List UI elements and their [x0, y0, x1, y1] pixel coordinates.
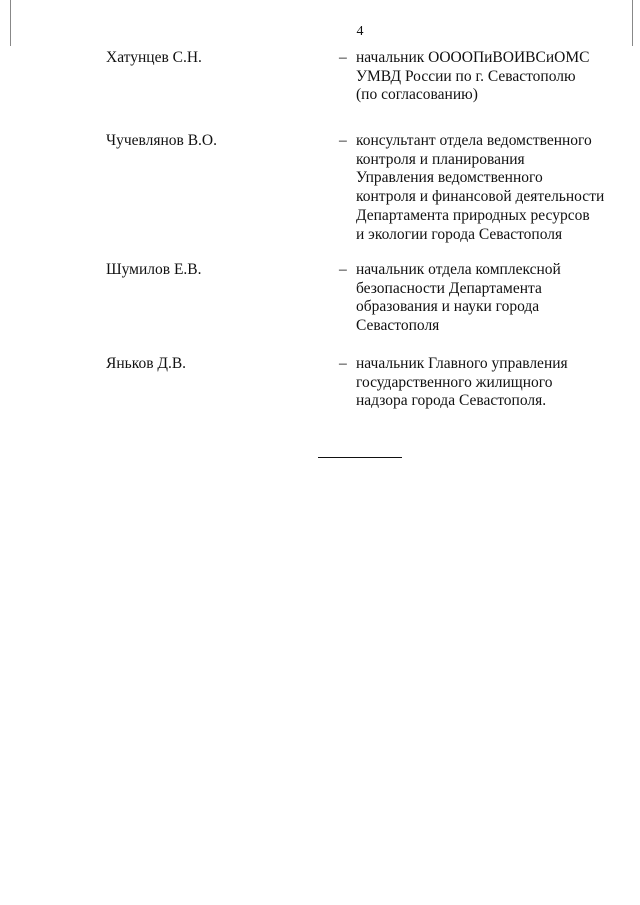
entry-name: Шумилов Е.В.	[106, 261, 202, 278]
entry-description: начальник отдела комплексной безопасности Департамента образования и науки города Севастополя	[356, 261, 561, 335]
entry-dash: –	[339, 132, 347, 149]
entry-dash: –	[339, 261, 347, 278]
entry-name: Яньков Д.В.	[106, 355, 187, 372]
entry-description: консультант отдела ведомственного контроля и планирования Управления ведомственного контроля и финансовой деятельности Департамента природных ресурсов и экологии города Севастополя	[356, 132, 605, 243]
page-number: 4	[356, 24, 364, 39]
entry-name: Чучевлянов В.О.	[106, 132, 217, 149]
entry-dash: –	[339, 49, 347, 66]
entry-description: начальник Главного управления государственного жилищного надзора города Севастополя.	[356, 355, 568, 410]
closing-rule	[318, 457, 402, 458]
entry-name: Хатунцев С.Н.	[106, 49, 202, 66]
entry-dash: –	[339, 355, 347, 372]
entry-description: начальник ОООOПиВОИВСиОМС УМВД России по г. Севастополю (по согласованию)	[356, 49, 590, 104]
